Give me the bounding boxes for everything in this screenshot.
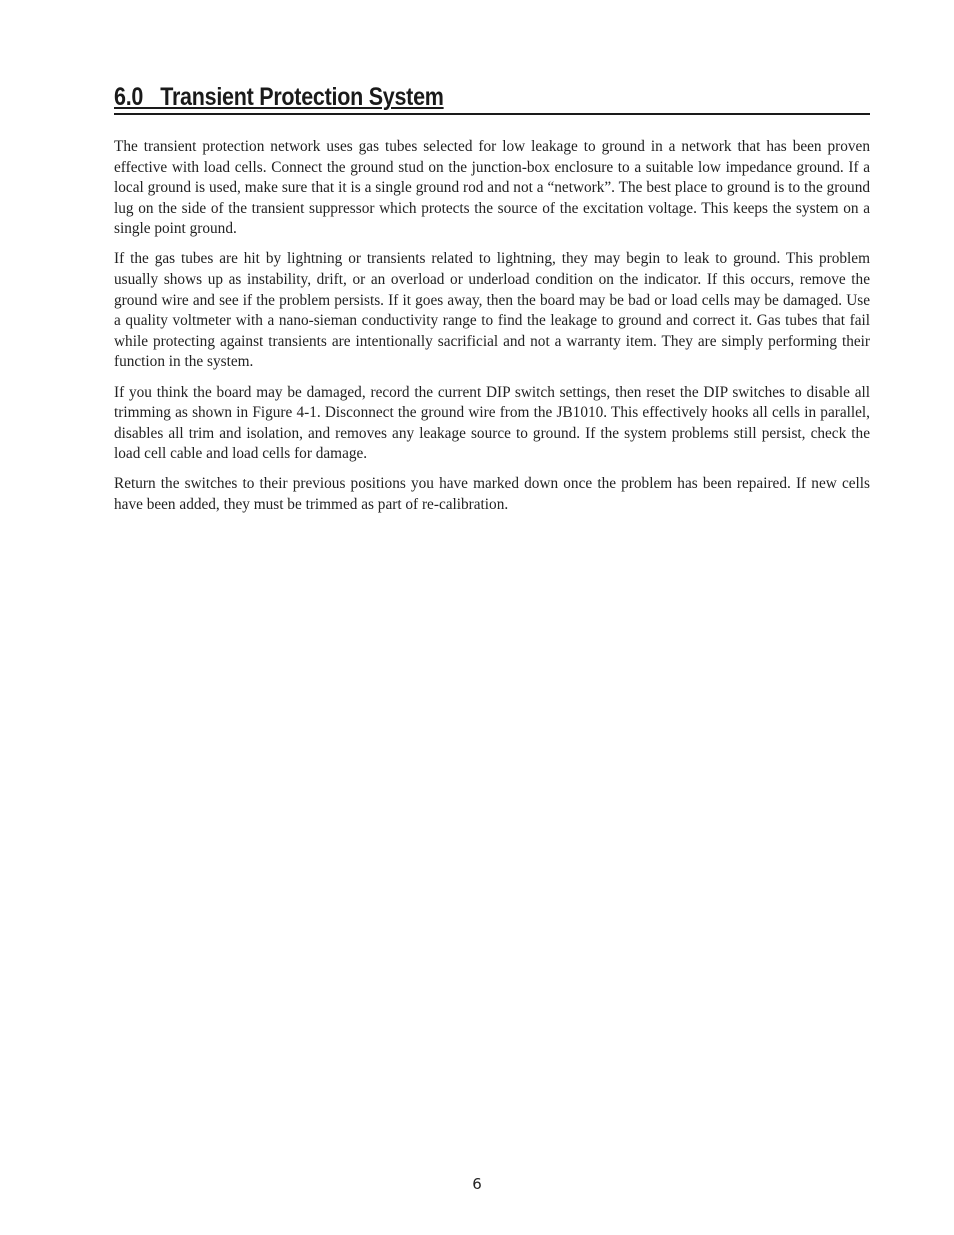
paragraph-4: Return the switches to their previous positions you have marked down once the problem has been repaired. If new cells have been added, they must be trimmed as part of re-calibration. bbox=[114, 475, 870, 513]
page-number: 6 bbox=[472, 1175, 482, 1193]
paragraph-3: If you think the board may be damaged, record the current DIP switch settings, then reset the DIP switches to disable all trimming as shown in Figure 4-1. Disconnect the ground wire from the JB1010. This effectively hooks all cells in parallel, disables all trim and isolation, and removes any leakage source to ground. If the system problems still persist, check the load cell cable and load cells for damage. bbox=[114, 383, 870, 463]
section-heading: 6.0 Transient Protection System bbox=[114, 83, 444, 111]
paragraph-2: If the gas tubes are hit by lightning or transients related to lightning, they may begin to leak to ground. This problem usually shows up as instability, drift, or an overload or underload condition on the indicator. If this occurs, remove the ground wire and see if the problem persists. If it goes away, then the board may be bad or load cells may be damaged. Use a quality voltmeter with a nano-sieman conductivity range to find the leakage to ground and correct it. Gas tubes that fail while protecting against transients are intentionally sacrificial and not a warranty item. They are simply performing their function in the system. bbox=[114, 250, 870, 371]
section-body bbox=[114, 137, 870, 525]
paragraph-1: The transient protection network uses gas tubes selected for low leakage to ground in a network that has been proven effective with load cells. Connect the ground stud on the junction-box enclosure to a suitable low impedance ground. If a local ground is used, make sure that it is a single ground rod and not a “network”. The best place to ground is to the ground lug on the side of the transient suppressor which protects the source of the excitation voltage. This keeps the system on a single point ground. bbox=[114, 138, 870, 238]
section-heading-rule bbox=[114, 82, 870, 115]
